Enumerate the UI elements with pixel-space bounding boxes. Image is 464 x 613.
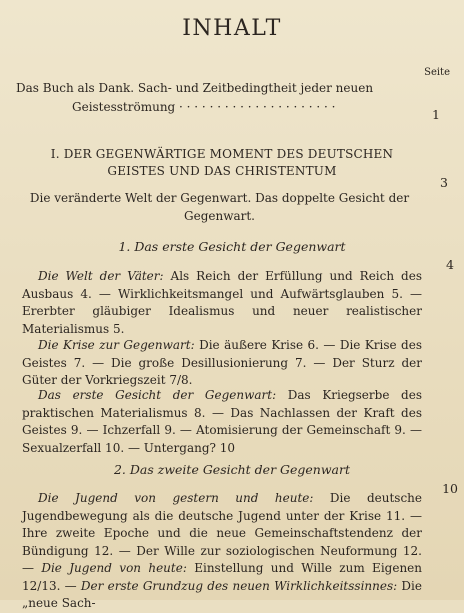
subsection-1-paragraph-3: Das erste Gesicht der Gegenwart: Das Kriegserbe des praktischen Materialismus 8. — Das Nachlassen der Kraft des Geistes 9. — Ichzerfall 9. — Atomisierung der Gemeinschaft 9. — Sexualzerfall 10. — Untergang? 10 xyxy=(22,388,423,455)
intro-page-number: 1 xyxy=(432,107,440,122)
subsection-1-paragraph-1: Die Welt der Väter: Als Reich der Erfüllung und Reich des Ausbaus 4. — Wirklichkeitsmangel und Aufwärtsglauben 5. — Ererbter gläubiger Idealismus und neuer realistischer Materialismus 5. xyxy=(22,269,423,336)
subsection-2-page-number: 10 xyxy=(442,481,458,496)
intro-line-1: Das Buch als Dank. Sach- und Zeitbedingtheit jeder neuen xyxy=(16,81,374,95)
subsection-2-title: 2. Das zweite Gesicht der Gegenwart xyxy=(113,462,350,477)
page-title: INHALT xyxy=(182,16,282,41)
intro-entry xyxy=(16,79,416,117)
section-1-page-number: 3 xyxy=(440,175,448,190)
intro-line-2: Geistesströmung · · · · · · · · · · · · · · · · · · · · · xyxy=(72,100,336,114)
seite-label: Seite xyxy=(424,67,450,78)
section-1-heading: I. DER GEGENWÄRTIGE MOMENT DES DEUTSCHEN GEISTES UND DAS CHRISTENTUM xyxy=(50,147,394,178)
subsection-2-paragraph-1: Die Jugend von gestern und heute: Die deutsche Jugendbewegung als die deutsche Jugend unter der Krise 11. — Ihre zweite Epoche und die neue Gemeinschaftstendenz der Bündigung 12. — Der Wille zur soziologischen Neuformung 12. — Die Jugend von heute: Einstellung und Wille zum Eigenen 12/13. — Der erste Grundzug des neuen Wirklichkeitssinnes: Die „neue Sach- xyxy=(22,491,423,610)
section-1-summary: Die veränderte Welt der Gegenwart. Das doppelte Gesicht der Gegenwart. xyxy=(29,191,410,223)
subsection-1-paragraph-2: Die Krise zur Gegenwart: Die äußere Krise 6. — Die Krise des Geistes 7. — Die große Desillusionierung 7. — Der Sturz der Güter der Vorkriegszeit 7/8. xyxy=(22,338,422,387)
subsection-1-page-number: 4 xyxy=(446,257,454,272)
subsection-1-title: 1. Das erste Gesicht der Gegenwart xyxy=(118,239,346,254)
